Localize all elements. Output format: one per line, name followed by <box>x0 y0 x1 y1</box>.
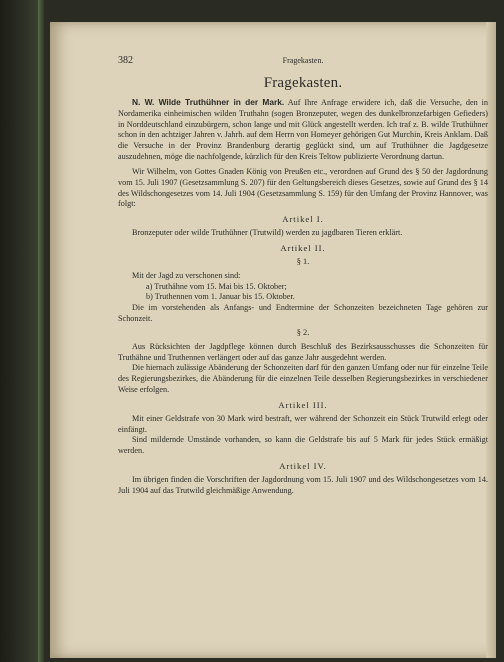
article-4-text: Im übrigen finden die Vorschriften der Jagdordnung vom 15. Juli 1907 und des Wildschongesetzes vom 14. Juli 1904 auf das Trutwild gleichmäßige Anwendung. <box>118 475 488 495</box>
paragraph-2-text-1: Aus Rücksichten der Jagdpflege können durch Beschluß des Bezirksausschusses die Schonzeiten für Truthähne und Truthennen verlängert oder auf das ganze Jahr ausgedehnt werden. <box>118 341 488 362</box>
article-3-text-1: Mit einer Geldstrafe von 30 Mark wird bestraft, wer während der Schonzeit ein Stück Trutwild erlegt oder einfängt. <box>118 413 488 434</box>
running-title: Fragekasten. <box>282 56 324 65</box>
intro-paragraph <box>118 97 488 163</box>
article-3-heading: Artikel III. <box>278 399 328 410</box>
article-2-heading: Artikel II. <box>280 242 326 253</box>
paragraph-2-heading: § 2. <box>296 327 310 337</box>
intro-lead: N. W. Wilde Truthühner in der Mark. <box>132 96 285 107</box>
paragraph-1-item-a: a) Truthähne vom 15. Mai bis 15. Oktober; <box>146 281 287 291</box>
paragraph-2-text-2: Die hiernach zulässige Abänderung der Schonzeiten darf für den ganzen Umfang oder nur für einzelne Teile des Regierungsbezirkes, die Abänderung für die einzelnen Teile desselben Regierungsbezirkes in verschiedener Weise erfolgen. <box>118 363 488 395</box>
page-number: 382 <box>118 55 133 66</box>
paragraph-1-heading: § 1. <box>296 256 310 266</box>
article-1-text: Bronzeputer oder wilde Truthühner (Trutwild) werden zu jagdbaren Tieren erklärt. <box>132 228 403 238</box>
paragraph-1-item-b: b) Truthennen vom 1. Januar bis 15. Oktober. <box>146 292 295 302</box>
page-title: Fragekasten. <box>263 75 343 91</box>
intro-text: Auf Ihre Anfrage erwidere ich, daß die Versuche, den in Nordamerika einheimischen wilden Truthahn (sogen Bronzeputer, wegen des dunkelbronzefarbigen Gefieders) in Norddeutschland einzubürgern, schon lange und mit Glück angestellt werden. Ich traf z. B. wilde Truthühner schon in den achtziger Jahren v. Jahrh. auf dem Herrn von Homeyer gehörigen Gut Murchin, Kreis Anklam. Daß die Versuche in der Provinz Brandenburg derartig geglückt sind, um auf Truthühner die Jagdgesetze auszudehnen, möge die nachfolgende, kürzlich für den Kreis Teltow publizierte Verordnung dartun. <box>118 97 488 162</box>
article-1-heading: Artikel I. <box>282 214 324 225</box>
decree-paragraph: Wir Wilhelm, von Gottes Gnaden König von Preußen etc., verordnen auf Grund des § 50 der Jagdordnung vom 15. Juli 1907 (Gesetzsammlung S. 207) für den Geltungsbereich dieses Gesetzes, sowie auf Grund des § 14 des Wildschongesetzes vom 14. Juli 1904 (Gesetzsammlung S. 159) für den Umfang der Provinz Hannover, was folgt: <box>118 166 488 209</box>
page-content <box>118 56 488 497</box>
paragraph-1-intro: Mit der Jagd zu verschonen sind: <box>132 270 241 280</box>
article-3-text-2: Sind mildernde Umstände vorhanden, so kann die Geldstrafe bis auf 5 Mark für jedes Stück ermäßigt werden. <box>118 435 488 456</box>
book-page <box>50 22 496 658</box>
article-4-heading: Artikel IV. <box>279 461 327 472</box>
paragraph-1-note: Die im vorstehenden als Anfangs- und Endtermine der Schonzeiten bezeichneten Tage gehören zur Schonzeit. <box>118 303 488 324</box>
running-head <box>118 56 488 68</box>
book-cover-edge <box>0 0 44 662</box>
